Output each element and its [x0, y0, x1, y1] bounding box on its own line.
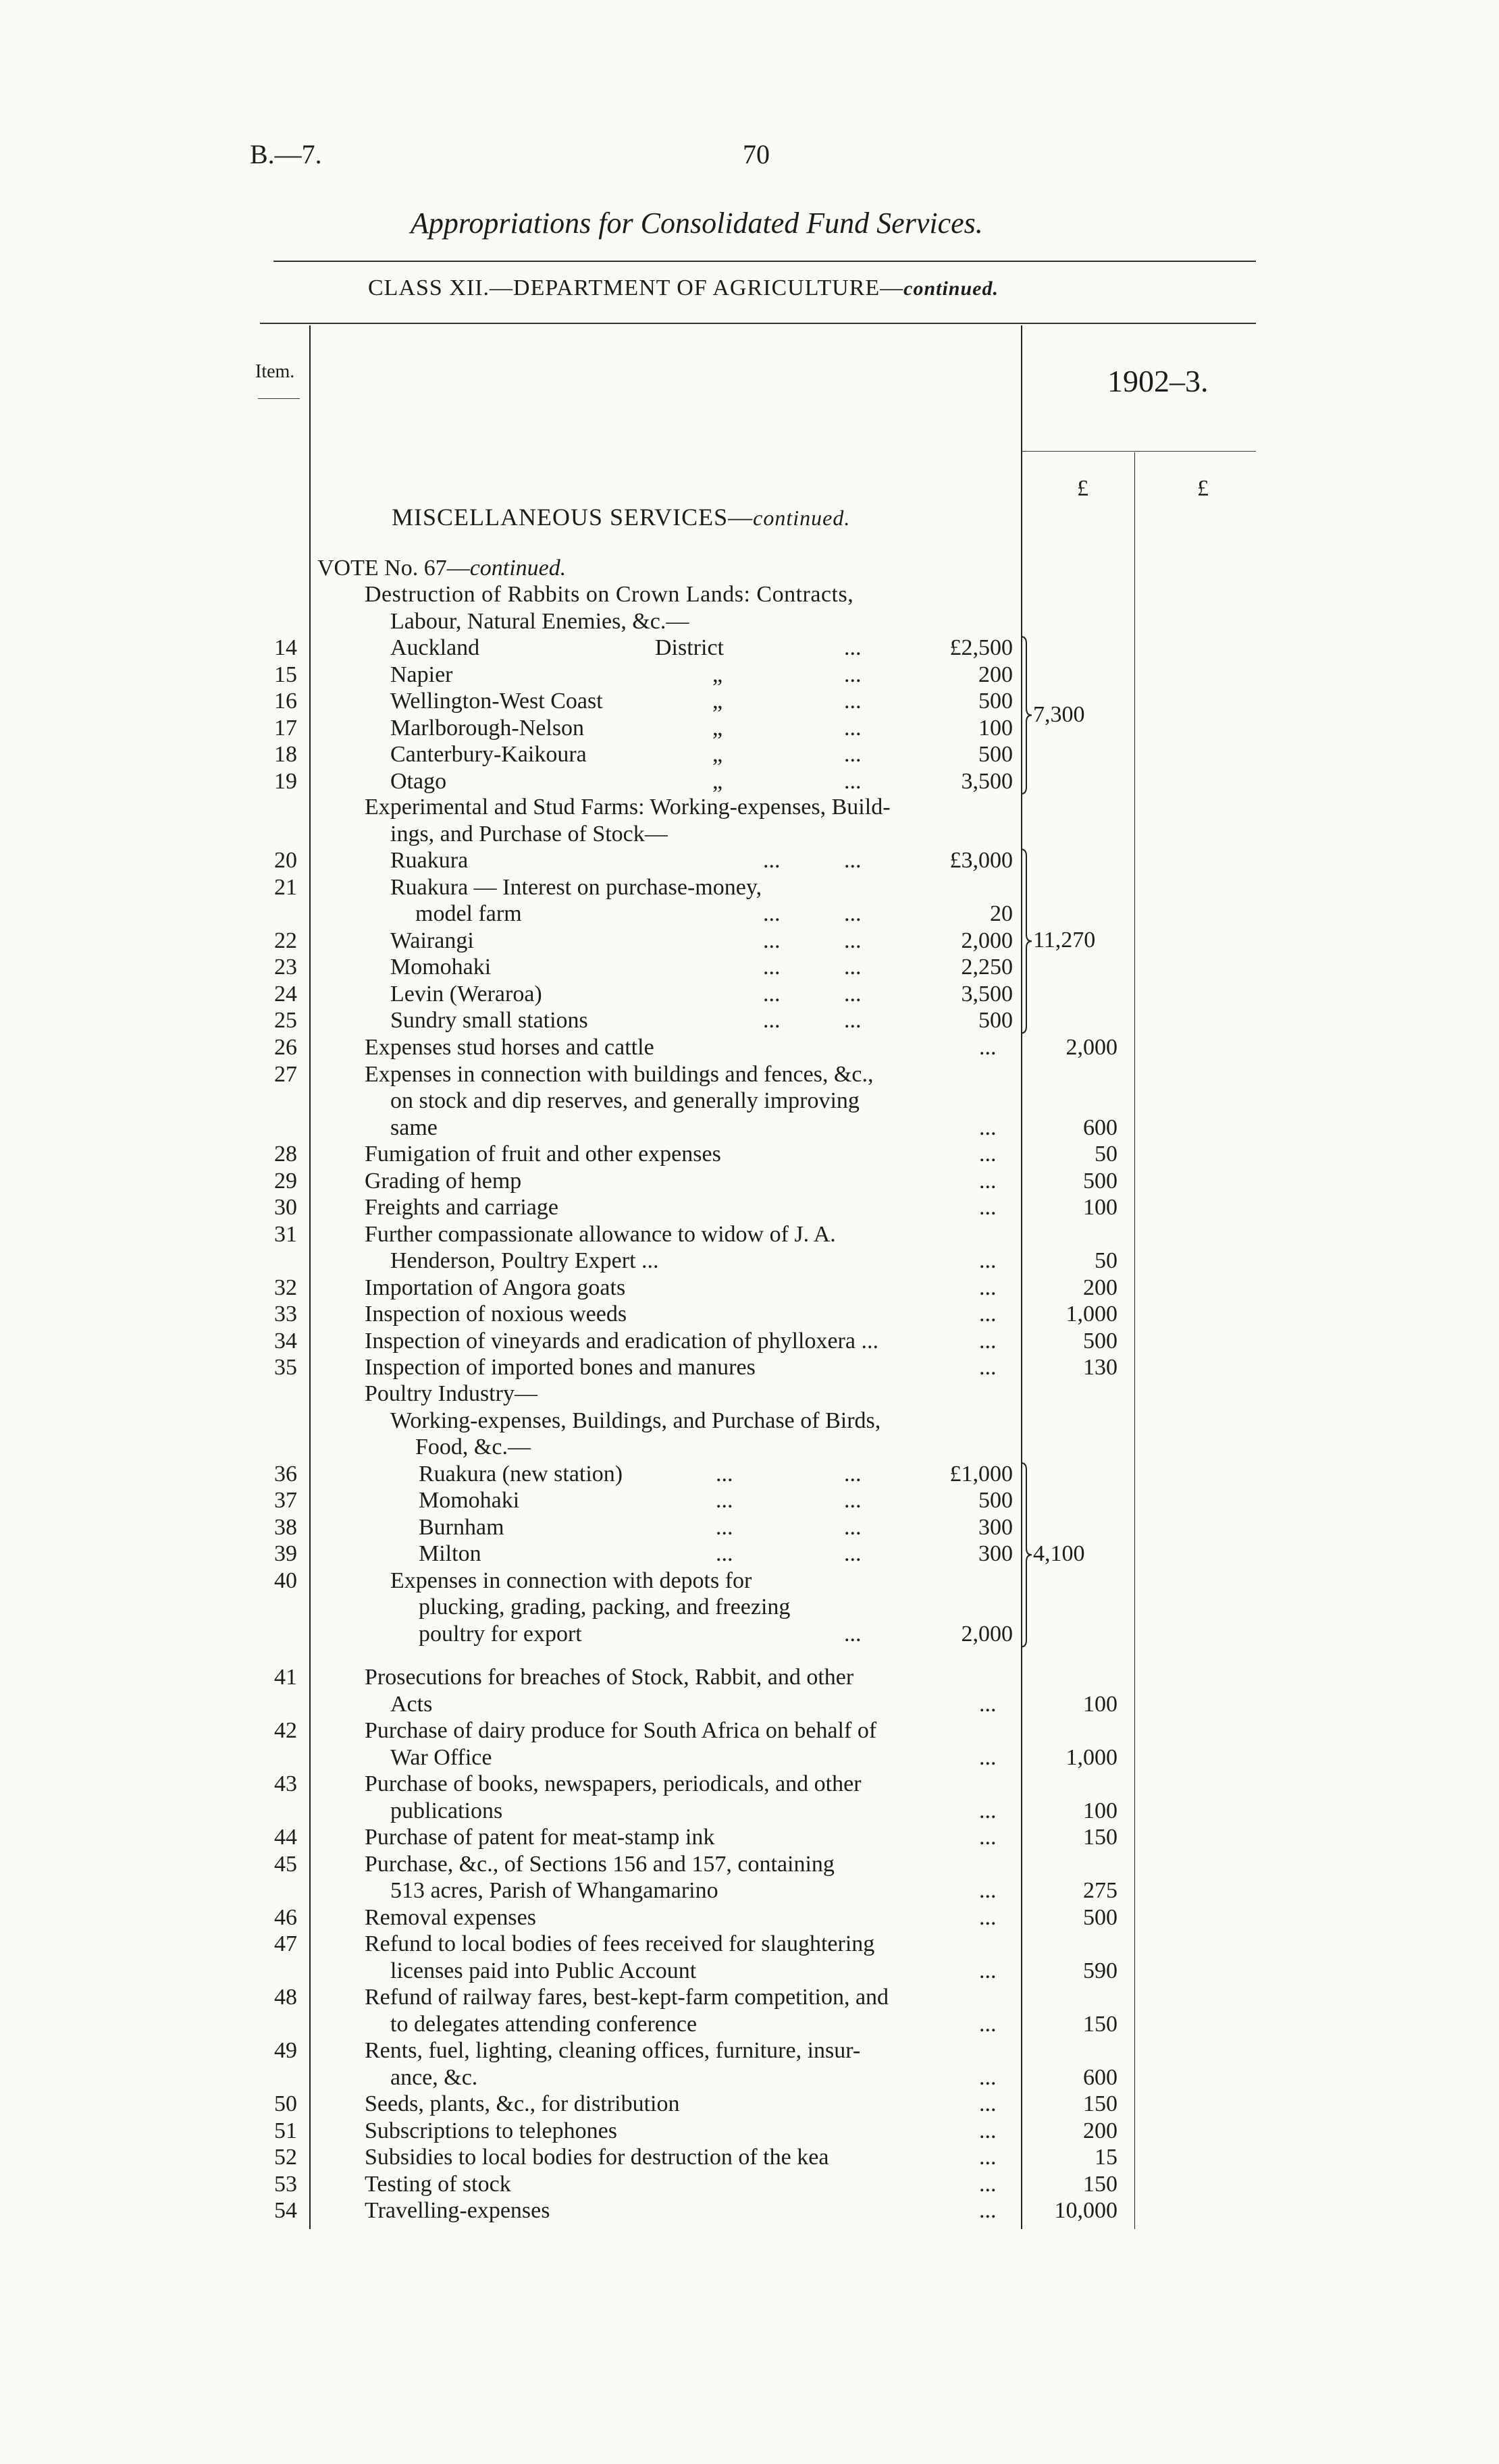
item-number: 38	[274, 1514, 297, 1540]
item-number: 25	[274, 1008, 297, 1033]
class-heading: CLASS XII.—DEPARTMENT OF AGRICULTURE—continued.	[368, 275, 999, 300]
item-value: 100	[1083, 1691, 1117, 1717]
item-description: War Office	[390, 1744, 492, 1770]
leader-dots: ...	[844, 1514, 862, 1540]
station-name: Momohaki	[419, 1488, 520, 1513]
item-value: 50	[1095, 1248, 1117, 1273]
item-number: 15	[274, 662, 297, 687]
item-value: 500	[1083, 1904, 1117, 1930]
leader-dots: ...	[844, 955, 862, 980]
leader-dots: ...	[979, 1355, 997, 1380]
item-description: Purchase, &c., of Sections 156 and 157, containing	[365, 1851, 835, 1877]
leader-dots: ...	[979, 2091, 997, 2116]
item-number: 35	[274, 1355, 297, 1380]
item-description: Purchase of books, newspapers, periodicals, and other	[365, 1771, 862, 1796]
group-total: 4,100	[1033, 1541, 1085, 1566]
item-number: 20	[274, 848, 297, 873]
item-number: 47	[274, 1931, 297, 1956]
leader-dots: ...	[844, 901, 862, 926]
leader-dots: ...	[979, 1248, 997, 1273]
item-description: Freights and carriage	[365, 1195, 558, 1220]
group-heading: ings, and Purchase of Stock—	[390, 821, 668, 847]
item-column-header: Item.	[255, 361, 295, 382]
item-number: 24	[274, 981, 297, 1007]
item-number: 40	[274, 1568, 297, 1593]
item-value: 1,000	[1066, 1744, 1117, 1770]
item-number: 31	[274, 1221, 297, 1247]
leader-dots: ...	[763, 928, 781, 953]
item-description: Refund of railway fares, best-kept-farm competition, and	[365, 1985, 889, 2010]
year-column-divider	[1021, 325, 1022, 2229]
item-value: 150	[1083, 2171, 1117, 2197]
sub-amount: 300	[978, 1514, 1013, 1540]
leader-dots: ...	[844, 1488, 862, 1513]
leader-dots: ...	[716, 1488, 733, 1513]
item-value: 2,000	[1066, 1035, 1117, 1060]
sub-amount: 20	[990, 901, 1013, 926]
item-value: 150	[1083, 2011, 1117, 2037]
leader-dots: ...	[979, 1958, 997, 1983]
item-value: 500	[1083, 1168, 1117, 1194]
item-value: 1,000	[1066, 1302, 1117, 1327]
item-description: on stock and dip reserves, and generally improving	[390, 1088, 860, 1113]
leader-dots: ...	[979, 1744, 997, 1770]
item-value: 130	[1083, 1355, 1117, 1380]
group-total: 11,270	[1033, 928, 1096, 953]
district-label: District	[655, 635, 724, 660]
item-description: Inspection of noxious weeds	[365, 1302, 627, 1327]
item-description: Inspection of imported bones and manures	[365, 1355, 756, 1380]
sub-amount: 2,000	[961, 928, 1013, 953]
farm-name: Wairangi	[390, 928, 474, 953]
item-number: 45	[274, 1851, 297, 1877]
item-number: 27	[274, 1061, 297, 1087]
sub-amount: 100	[978, 715, 1013, 741]
item-number: 52	[274, 2145, 297, 2170]
item-description: Refund to local bodies of fees received for slaughtering	[365, 1931, 875, 1956]
leader-dots: ...	[979, 2011, 997, 2037]
item-description: Removal expenses	[365, 1904, 536, 1930]
item-description: Acts	[390, 1691, 433, 1717]
item-description: Henderson, Poultry Expert ...	[390, 1248, 659, 1273]
item-number: 34	[274, 1328, 297, 1354]
vote-heading: VOTE No. 67—continued.	[317, 556, 567, 581]
item-number: 26	[274, 1035, 297, 1060]
item-description: publications	[390, 1798, 503, 1823]
item-number: 14	[274, 635, 297, 660]
district-name: Otago	[390, 768, 447, 794]
item-description: Expenses in connection with buildings and fences, &c.,	[365, 1061, 874, 1087]
item-description: ance, &c.	[390, 2064, 478, 2090]
sub-amount: £3,000	[949, 848, 1013, 873]
item-description: Inspection of vineyards and eradication of phylloxera ...	[365, 1328, 878, 1354]
item-number: 50	[274, 2091, 297, 2116]
sub-amount: 300	[978, 1541, 1013, 1566]
group-total: 7,300	[1033, 701, 1085, 727]
item-value: 500	[1083, 1328, 1117, 1354]
sub-amount: 3,500	[961, 981, 1013, 1007]
group-heading: Labour, Natural Enemies, &c.—	[390, 608, 689, 634]
item-value: 600	[1083, 2064, 1117, 2090]
item-number: 32	[274, 1275, 297, 1300]
item-description: licenses paid into Public Account	[390, 1958, 697, 1983]
item-value: 100	[1083, 1195, 1117, 1220]
sub-amount: 500	[978, 1488, 1013, 1513]
leader-dots: ...	[979, 1691, 997, 1717]
depot-description: plucking, grading, packing, and freezing	[419, 1595, 791, 1619]
item-number: 48	[274, 1985, 297, 2010]
item-number: 19	[274, 768, 297, 794]
item-number: 49	[274, 2038, 297, 2063]
leader-dots: ...	[844, 1008, 862, 1033]
sub-amount: £1,000	[949, 1461, 1013, 1487]
item-description: Importation of Angora goats	[365, 1275, 626, 1300]
item-value: 590	[1083, 1958, 1117, 1983]
item-description: Expenses stud horses and cattle	[365, 1035, 654, 1060]
leader-dots: ...	[844, 662, 862, 687]
leader-dots: ...	[844, 1621, 862, 1646]
farm-name: Sundry small stations	[390, 1008, 588, 1033]
leader-dots: ...	[979, 1904, 997, 1930]
item-value: 50	[1095, 1142, 1117, 1167]
leader-dots: ...	[763, 981, 781, 1007]
item-number: 39	[274, 1541, 297, 1566]
section-heading: MISCELLANEOUS SERVICES—continued.	[392, 504, 851, 531]
item-description: 513 acres, Parish of Whangamarino	[390, 1878, 718, 1903]
sub-amount: 3,500	[961, 768, 1013, 794]
sub-amount: 2,250	[961, 955, 1013, 980]
district-label: „	[712, 662, 723, 687]
sub-amount: 500	[978, 742, 1013, 767]
district-label: „	[712, 742, 723, 767]
item-column-divider	[309, 325, 311, 2229]
pound-header-1: £	[1077, 476, 1088, 501]
group-heading: Poultry Industry—	[365, 1381, 537, 1406]
leader-dots: ...	[716, 1541, 733, 1566]
item-description: Subsidies to local bodies for destruction of the kea	[365, 2145, 829, 2170]
district-name: Canterbury-Kaikoura	[390, 742, 587, 767]
year-column-header: 1902–3.	[1107, 364, 1209, 398]
district-name: Napier	[390, 662, 453, 687]
district-label: „	[712, 689, 723, 714]
item-description: Seeds, plants, &c., for distribution	[365, 2091, 680, 2116]
farm-name: Ruakura — Interest on purchase-money,	[390, 874, 762, 900]
leader-dots: ...	[844, 689, 862, 714]
farm-name: Ruakura	[390, 848, 469, 873]
depot-description: poultry for export	[419, 1621, 582, 1646]
pound-column-divider	[1134, 452, 1135, 2229]
item-number: 36	[274, 1461, 297, 1487]
group-heading: Food, &c.—	[415, 1435, 531, 1459]
leader-dots: ...	[979, 1878, 997, 1903]
sub-amount: 500	[978, 689, 1013, 714]
leader-dots: ...	[844, 981, 862, 1007]
item-description: to delegates attending conference	[390, 2011, 698, 2037]
item-number: 21	[274, 874, 297, 900]
item-description: Further compassionate allowance to widow of J. A.	[365, 1221, 836, 1247]
sub-amount: 500	[978, 1008, 1013, 1033]
station-name: Milton	[419, 1541, 481, 1566]
document-ref: B.—7.	[250, 139, 322, 169]
item-number: 16	[274, 689, 297, 714]
item-number: 53	[274, 2171, 297, 2197]
page-number: 70	[743, 139, 770, 169]
depot-description: Expenses in connection with depots for	[390, 1568, 752, 1593]
leader-dots: ...	[979, 2198, 997, 2223]
leader-dots: ...	[979, 2171, 997, 2197]
leader-dots: ...	[979, 2064, 997, 2090]
station-name: Ruakura (new station)	[419, 1461, 623, 1487]
sub-amount: 2,000	[961, 1621, 1013, 1646]
item-number: 17	[274, 715, 297, 741]
item-description: Purchase of dairy produce for South Africa on behalf of	[365, 1718, 877, 1743]
district-name: Auckland	[390, 635, 480, 660]
group-heading: Experimental and Stud Farms: Working-expenses, Build-	[365, 795, 891, 820]
item-number: 43	[274, 1771, 297, 1796]
leader-dots: ...	[844, 1461, 862, 1487]
leader-dots: ...	[716, 1514, 733, 1540]
leader-dots: ...	[979, 2118, 997, 2143]
item-value: 275	[1083, 1878, 1117, 1903]
leader-dots: ...	[979, 1142, 997, 1167]
leader-dots: ...	[763, 1008, 781, 1033]
item-number: 46	[274, 1904, 297, 1930]
leader-dots: ...	[763, 848, 781, 873]
district-label: „	[712, 768, 723, 794]
item-number: 33	[274, 1302, 297, 1327]
item-number: 28	[274, 1142, 297, 1167]
leader-dots: ...	[844, 768, 862, 794]
sub-amount: 200	[978, 662, 1013, 687]
leader-dots: ...	[763, 901, 781, 926]
item-number: 42	[274, 1718, 297, 1743]
page-title: Appropriations for Consolidated Fund Services.	[411, 207, 983, 240]
group-heading: Destruction of Rabbits on Crown Lands: Contracts,	[365, 582, 854, 607]
farm-name-cont: model farm	[415, 901, 522, 926]
item-number: 29	[274, 1168, 297, 1194]
leader-dots: ...	[979, 1798, 997, 1823]
leader-dots: ...	[979, 1302, 997, 1327]
leader-dots: ...	[763, 955, 781, 980]
item-description: Rents, fuel, lighting, cleaning offices, furniture, insur-	[365, 2038, 861, 2063]
sub-amount: £2,500	[949, 635, 1013, 660]
leader-dots: ...	[844, 928, 862, 953]
item-number: 44	[274, 1825, 297, 1850]
farm-name: Momohaki	[390, 955, 492, 980]
item-description: same	[390, 1115, 438, 1140]
item-number: 23	[274, 955, 297, 980]
district-name: Marlborough-Nelson	[390, 715, 585, 741]
item-value: 600	[1083, 1115, 1117, 1140]
leader-dots: ...	[979, 1168, 997, 1194]
leader-dots: ...	[979, 1328, 997, 1354]
leader-dots: ...	[979, 2145, 997, 2170]
item-number: 51	[274, 2118, 297, 2143]
district-name: Wellington-West Coast	[390, 689, 603, 714]
item-value: 200	[1083, 2118, 1117, 2143]
leader-dots: ...	[979, 1115, 997, 1140]
leader-dots: ...	[844, 1541, 862, 1566]
item-number: 30	[274, 1195, 297, 1220]
item-number: 22	[274, 928, 297, 953]
item-value: 100	[1083, 1798, 1117, 1823]
item-value: 150	[1083, 2091, 1117, 2116]
leader-dots: ...	[716, 1461, 733, 1487]
leader-dots: ...	[844, 742, 862, 767]
leader-dots: ...	[979, 1275, 997, 1300]
leader-dots: ...	[844, 635, 862, 660]
pound-header-2: £	[1197, 476, 1209, 501]
item-number: 18	[274, 742, 297, 767]
item-description: Testing of stock	[365, 2171, 511, 2197]
district-label: „	[712, 715, 723, 741]
farm-name: Levin (Weraroa)	[390, 981, 542, 1007]
item-number: 37	[274, 1488, 297, 1513]
item-description: Grading of hemp	[365, 1168, 522, 1194]
item-value: 15	[1095, 2145, 1117, 2170]
item-description: Subscriptions to telephones	[365, 2118, 617, 2143]
item-number: 41	[274, 1665, 297, 1690]
item-value: 150	[1083, 1825, 1117, 1850]
leader-dots: ...	[979, 1035, 997, 1060]
item-description: Fumigation of fruit and other expenses	[365, 1142, 721, 1167]
item-description: Travelling-expenses	[365, 2198, 550, 2223]
leader-dots: ...	[844, 715, 862, 741]
leader-dots: ...	[979, 1195, 997, 1220]
station-name: Burnham	[419, 1514, 504, 1540]
item-description: Purchase of patent for meat-stamp ink	[365, 1825, 715, 1850]
group-heading: Working-expenses, Buildings, and Purchase of Birds,	[390, 1408, 881, 1433]
item-value: 10,000	[1054, 2198, 1117, 2223]
leader-dots: ...	[979, 1825, 997, 1850]
item-description: Prosecutions for breaches of Stock, Rabbit, and other	[365, 1665, 854, 1690]
item-number: 54	[274, 2198, 297, 2223]
leader-dots: ...	[844, 848, 862, 873]
item-value: 200	[1083, 1275, 1117, 1300]
